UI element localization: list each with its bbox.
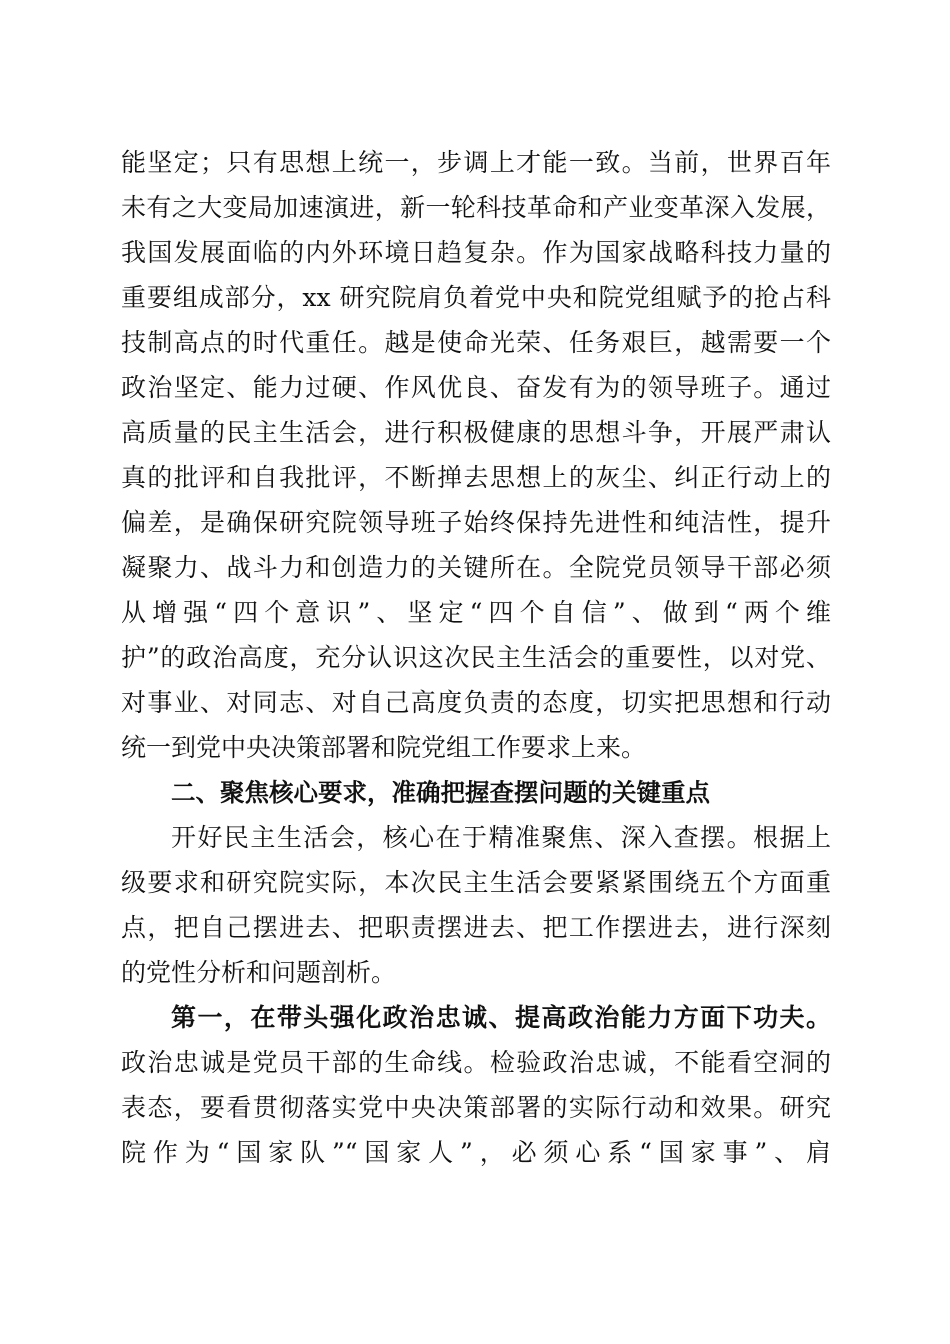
text-line: 政治坚定、能力过硬、作风优良、奋发有为的领导班子。通过 xyxy=(121,373,831,402)
text-line: 偏差，是确保研究院领导班子始终保持先进性和纯洁性，提升 xyxy=(121,508,831,537)
text-line: 对事业、对同志、对自己高度负责的态度，切实把思想和行动 xyxy=(121,688,831,717)
text-line: 技制高点的时代重任。越是使命光荣、任务艰巨，越需要一个 xyxy=(121,328,831,357)
text-line: 政治忠诚是党员干部的生命线。检验政治忠诚，不能看空洞的 xyxy=(121,1048,831,1077)
paragraph-focus-requirements xyxy=(121,815,831,995)
text-line: 的党性分析和问题剖析。 xyxy=(121,958,397,987)
section-heading: 二、聚焦核心要求，准确把握查摆问题的关键重点 xyxy=(171,778,710,807)
paragraph-intro-continued xyxy=(121,140,831,770)
text-line: 凝聚力、战斗力和创造力的关键所在。全院党员领导干部必须 xyxy=(121,553,831,582)
text-line: 未有之大变局加速演进，新一轮科技革命和产业变革深入发展， xyxy=(121,193,831,222)
text-line: 级要求和研究院实际，本次民主生活会要紧紧围绕五个方面重 xyxy=(121,868,831,897)
text-line: 护”的政治高度，充分认识这次民主生活会的重要性，以对党、 xyxy=(121,643,831,672)
text-line: 真的批评和自我批评，不断掸去思想上的灰尘、纠正行动上的 xyxy=(121,463,831,492)
text-line: 能坚定；只有思想上统一，步调上才能一致。当前，世界百年 xyxy=(121,148,831,177)
text-line: 表态，要看贯彻落实党中央决策部署的实际行动和效果。研究 xyxy=(121,1093,831,1122)
text-line: 开好民主生活会，核心在于精准聚焦、深入查摆。根据上 xyxy=(171,823,831,852)
paragraph-political-loyalty xyxy=(121,995,831,1175)
paragraph-lead-sentence: 第一，在带头强化政治忠诚、提高政治能力方面下功夫。 xyxy=(171,1003,831,1032)
text-line: 我国发展面临的内外环境日趋复杂。作为国家战略科技力量的 xyxy=(121,238,831,267)
text-line: 高质量的民主生活会，进行积极健康的思想斗争，开展严肃认 xyxy=(121,418,831,447)
text-line: 重要组成部分，xx 研究院肩负着党中央和院党组赋予的抢占科 xyxy=(121,283,831,312)
text-line: 院作为“国家队”“国家人”，必须心系“国家事”、肩 xyxy=(121,1138,831,1167)
text-line: 统一到党中央决策部署和院党组工作要求上来。 xyxy=(121,733,647,762)
document-body xyxy=(121,140,831,1175)
text-line: 从增强“四个意识”、坚定“四个自信”、做到“两个维 xyxy=(121,598,831,627)
text-line: 点，把自己摆进去、把职责摆进去、把工作摆进去，进行深刻 xyxy=(121,913,831,942)
